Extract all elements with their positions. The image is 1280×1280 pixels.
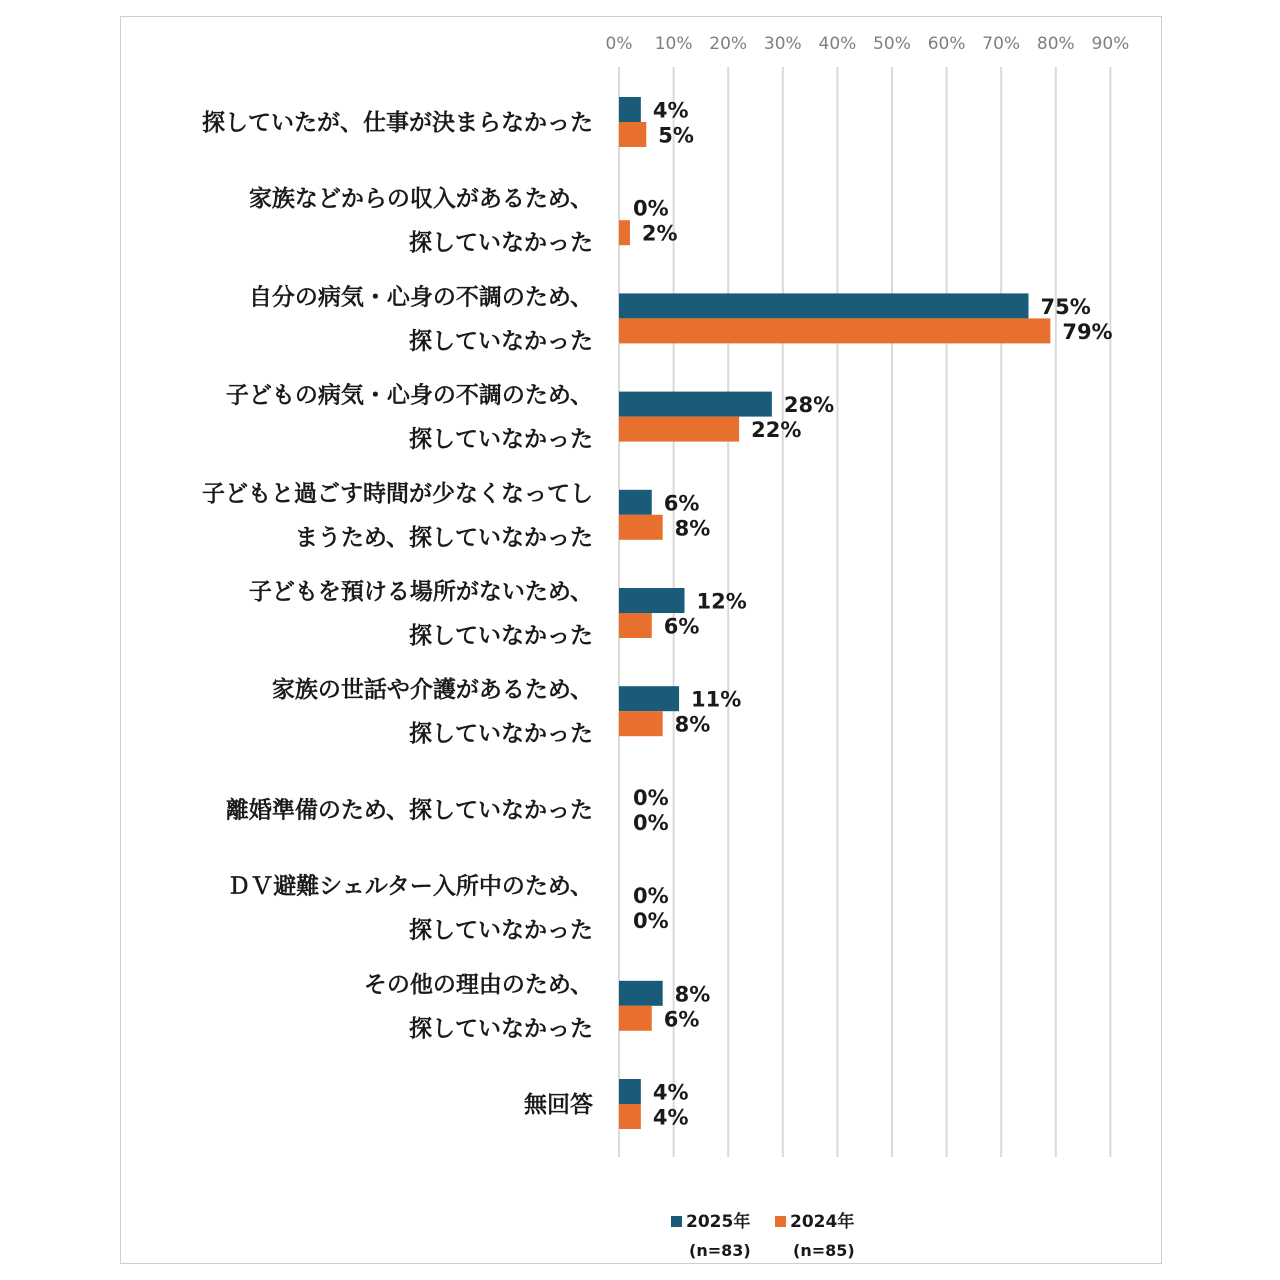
data-labels bbox=[633, 99, 1113, 1130]
legend-n-2024: (n=85) bbox=[793, 1241, 855, 1260]
tick-label-80: 80% bbox=[1036, 34, 1075, 54]
tick-label-0: 0% bbox=[605, 34, 633, 54]
data-label-7-0: 0% bbox=[633, 785, 669, 810]
legend-item-2025 bbox=[671, 1207, 750, 1232]
bar-5-1 bbox=[619, 613, 652, 638]
category-label-9-0: その他の理由のため、 bbox=[363, 971, 593, 998]
category-label-1-0: 家族などからの収入があるため、 bbox=[248, 186, 593, 213]
bar-4-0 bbox=[619, 490, 652, 515]
category-label-8-1: 探していなかった bbox=[409, 917, 593, 944]
data-label-4-1: 8% bbox=[674, 516, 711, 541]
category-label-7-0: 離婚準備のため、探していなかった bbox=[225, 797, 593, 824]
data-label-1-0: 0% bbox=[633, 196, 669, 221]
data-label-10-1: 4% bbox=[652, 1105, 689, 1130]
tick-label-50: 50% bbox=[873, 34, 911, 54]
legend-swatch-2024 bbox=[775, 1216, 786, 1227]
category-label-2-1: 探していなかった bbox=[409, 328, 593, 355]
x-axis-ticks bbox=[606, 34, 1130, 54]
bar-10-0 bbox=[619, 1079, 641, 1104]
bar-2-0 bbox=[619, 293, 1029, 318]
tick-label-40: 40% bbox=[818, 34, 857, 54]
bar-1-1 bbox=[619, 220, 630, 245]
chart-frame bbox=[120, 16, 1162, 1264]
data-label-8-0: 0% bbox=[633, 884, 669, 909]
data-label-8-1: 0% bbox=[633, 909, 669, 934]
data-label-0-1: 5% bbox=[658, 123, 694, 148]
data-label-7-1: 0% bbox=[633, 810, 669, 835]
bars bbox=[619, 97, 1050, 1129]
category-label-4-1: まうため、探していなかった bbox=[294, 524, 593, 551]
bar-0-1 bbox=[619, 122, 646, 147]
data-label-3-1: 22% bbox=[751, 418, 802, 443]
tick-label-70: 70% bbox=[982, 34, 1021, 54]
category-label-6-0: 家族の世話や介護があるため、 bbox=[271, 677, 593, 704]
legend-label-2025: 2025年 bbox=[686, 1212, 751, 1232]
category-label-1-1: 探していなかった bbox=[409, 230, 593, 257]
bar-9-1 bbox=[619, 1006, 652, 1031]
tick-label-60: 60% bbox=[927, 34, 966, 54]
tick-label-90: 90% bbox=[1091, 34, 1130, 54]
tick-label-10: 10% bbox=[654, 34, 693, 54]
category-label-3-1: 探していなかった bbox=[409, 426, 593, 453]
data-label-4-0: 6% bbox=[663, 491, 700, 516]
data-label-9-0: 8% bbox=[674, 982, 711, 1007]
category-label-3-0: 子どもの病気・心身の不調のため、 bbox=[225, 382, 593, 409]
category-labels bbox=[202, 109, 593, 1118]
bar-chart bbox=[121, 17, 1161, 1197]
data-label-10-0: 4% bbox=[652, 1080, 689, 1105]
bar-5-0 bbox=[619, 588, 685, 613]
bar-9-0 bbox=[619, 981, 663, 1006]
data-label-6-1: 8% bbox=[674, 712, 711, 737]
bar-0-0 bbox=[619, 97, 641, 122]
category-label-4-0: 子どもと過ごす時間が少なくなってし bbox=[202, 480, 593, 507]
data-label-2-1: 79% bbox=[1062, 319, 1113, 344]
category-label-9-1: 探していなかった bbox=[409, 1015, 593, 1042]
bar-6-1 bbox=[619, 711, 663, 736]
category-label-0-0: 探していたが、仕事が決まらなかった bbox=[202, 110, 593, 136]
category-label-8-0: ＤＶ避難シェルター入所中のため、 bbox=[227, 873, 593, 900]
data-label-5-0: 12% bbox=[696, 589, 747, 614]
data-label-1-1: 2% bbox=[641, 221, 678, 246]
category-label-6-1: 探していなかった bbox=[409, 721, 593, 748]
bar-3-1 bbox=[619, 417, 739, 442]
data-label-6-0: 11% bbox=[691, 687, 742, 712]
tick-label-20: 20% bbox=[709, 34, 748, 54]
data-label-0-0: 4% bbox=[652, 98, 689, 123]
category-label-2-0: 自分の病気・心身の不調のため、 bbox=[248, 284, 593, 311]
bar-10-1 bbox=[619, 1104, 641, 1129]
legend-label-2024: 2024年 bbox=[790, 1212, 855, 1232]
bar-6-0 bbox=[619, 686, 679, 711]
data-label-5-1: 6% bbox=[663, 614, 700, 639]
legend bbox=[671, 1207, 891, 1267]
bar-3-0 bbox=[619, 392, 772, 417]
data-label-3-0: 28% bbox=[783, 393, 835, 418]
tick-label-30: 30% bbox=[763, 34, 802, 54]
data-label-9-1: 6% bbox=[663, 1007, 700, 1032]
category-label-5-0: 子どもを預ける場所がないため、 bbox=[248, 579, 593, 605]
category-label-10-0: 無回答 bbox=[524, 1092, 593, 1118]
bar-4-1 bbox=[619, 515, 663, 540]
data-label-2-0: 75% bbox=[1040, 294, 1091, 319]
legend-n-2025: (n=83) bbox=[689, 1241, 751, 1260]
legend-swatch-2025 bbox=[671, 1216, 682, 1227]
legend-item-2024 bbox=[775, 1207, 854, 1232]
bar-2-1 bbox=[619, 318, 1050, 343]
category-label-5-1: 探していなかった bbox=[409, 623, 593, 649]
